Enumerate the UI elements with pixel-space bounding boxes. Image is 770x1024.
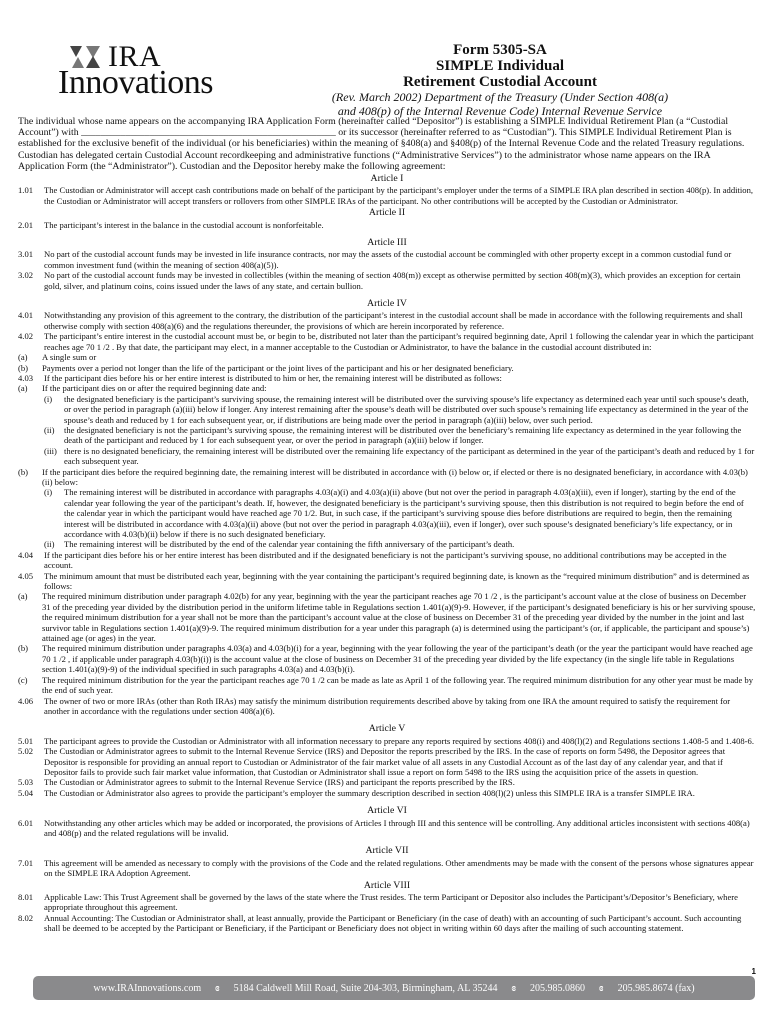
section-number: 5.04 [18, 787, 34, 798]
section-text: The Custodian or Administrator will accept cash contributions made on behalf of the participant by the participant’s employer under the terms of a SIMPLE IRA plan described in section 408(p). In addition, the Custodian or Administrator will accept transfers or rollovers from other SIMPLE IRAs of the participant. No other contributions will be accepted by the Custodian or Administrator. [44, 185, 754, 206]
form-subtitle-line2: and 408(p) of the Internal Revenue Code) Internal Revenue Service [337, 104, 663, 118]
subsection-label: (a) [18, 591, 28, 602]
clause-text: the designated beneficiary is the participant’s surviving spouse, the remaining interest will be distributed over the surviving spouse’s life expectancy as determined each year until such spouse’s death, or over the period in paragraph (a)(iii) below if longer. Any interest remaining after the spouse’s death will be distributed over such spouse’s remaining life expectancy as determined in the year of the spouse’s death and reduced by 1 for each subsequent year, or, if distributions are being made over the period in paragraph (a)(iii) below, over such period. [64, 393, 749, 425]
section-number: 7.01 [18, 857, 34, 868]
clause [18, 394, 756, 425]
section-text: Notwithstanding any other articles which may be added or incorporated, the provisions of Articles I through III and this sentence will be controlling. Any additional articles inconsistent with sections 408(a) and 408(p) and the related regulations will be invalid. [44, 817, 750, 838]
form-title-line2: Retirement Custodial Account [403, 74, 597, 90]
section [18, 696, 756, 717]
footer-separator-icon: ɞ [215, 982, 220, 994]
clause-label: (i) [44, 487, 53, 498]
section [18, 736, 756, 746]
section-text: The Custodian or Administrator agrees to submit to the Internal Revenue Service (IRS) and Depositor the reports prescribed by the IRS. In the case of reports on form 5498, the Depositor agrees that Depositor is responsible for providing an annual report to Custodian or Administrator of the fair market value of all assets in any Custodial Account as of the last day of any calendar year, and that if Depositor fails to provide such fair market value information, that Custodian or Administrator shall issue a report on form 5498 to the IRS using the acquisition price of the assets in question. [44, 746, 726, 777]
clause [18, 425, 756, 446]
clause-text: The remaining interest will be distributed in accordance with paragraphs 4.03(a)(i) and 4.03(a)(ii) above (but not over the period in paragraph 4.03(a)(iii), even if longer), starting by the end of the calendar year following the year of the participant’s death. If, however, the designated beneficiary is the participant’s surviving spouse, then this distribution is not required to begin before the end of the calendar year in which the participant would have reached age 70 1/2. But, in such case, if the participant’s surviving spouse dies before distributions are required to begin, then the remaining interest will be distributed in accordance with 4.03(a)(ii) above (but not over the period in paragraph 4.03(a)(iii), even if longer), over such spouse’s designated beneficiary’s life expectancy, or in accordance with 4.03(b)(ii) below if there is no such designated beneficiary. [64, 487, 744, 540]
form-subtitle-line1: (Rev. March 2002) Department of the Treasury (Under Section 408(a) [331, 90, 669, 104]
clause-label: (ii) [44, 539, 55, 550]
section-number: 4.05 [18, 570, 34, 581]
clause-label: (i) [44, 393, 53, 404]
section-number: 4.02 [18, 331, 34, 342]
subsection-label: (b) [18, 466, 29, 477]
subsection-text: If the participant dies before the required beginning date, the remaining interest will be distributed in accordance with (i) below or, if elected or there is no designated beneficiary, in accordance with 4.03(b)(ii) below: [42, 466, 748, 487]
agreement-body [18, 116, 756, 934]
intro-paragraph: The individual whose name appears on the accompanying IRA Application Form (hereinafter called “Depositor”) is establishing a SIMPLE Individual Retirement Plan (a “Custodial Account”) with ____________________________________________________ or its successor (hereinafter referred to as “Custodian”). This SIMPLE Individual Retirement Plan is established for the exclusive benefit of the individual (or his beneficiaries) within the meaning of §408(a) and §408(p) of the Internal Revenue Code and the related Treasury regulations. Custodian has delegated certain Custodial Account recordkeeping and administrative functions (“Administrative Services”) to the administrator whose name appears on the IRA Application Form (the “Administrator”). Custodian and the Depositor hereby make the following agreement: [18, 116, 745, 172]
subsection-label: (b) [18, 362, 29, 373]
subsection [18, 591, 756, 643]
footer-fax: 205.985.8674 (fax) [617, 982, 695, 994]
subsection-text: A single sum or [42, 352, 97, 363]
clause-text: there is no designated beneficiary, the remaining interest will be distributed over the remaining life expectancy of the participant as determined in the year of the participant’s death and reduced by 1 for each subsequent year. [64, 445, 755, 467]
subsection-label: (a) [18, 383, 28, 394]
clause [18, 487, 756, 539]
page-number: 1 [751, 967, 756, 976]
section-text: The owner of two or more IRAs (other than Roth IRAs) may satisfy the minimum distribution requirements described above by taking from one IRA the amount required to satisfy the requirement for another in accordance with the regulations under section 408(a)(6). [44, 695, 731, 716]
article-heading: Article VII [365, 845, 409, 857]
subsection-text: Payments over a period not longer than the life of the participant or the joint lives of the participant and his or her designated beneficiary. [42, 362, 514, 373]
clause-text: the designated beneficiary is not the participant’s surviving spouse, the remaining interest will be distributed over the beneficiary’s remaining life expectancy as determined in the year following the death of the participant and reduced by 1 for each subsequent year, or over the period in paragraph (a)(iii) below if longer. [64, 424, 742, 446]
section-number: 5.01 [18, 735, 34, 746]
section [18, 185, 756, 206]
section-number: 8.01 [18, 892, 34, 903]
section [18, 270, 756, 291]
section [18, 310, 756, 331]
section-text: No part of the custodial account funds may be invested in life insurance contracts, nor may the assets of the custodial account be commingled with other property except in a common custodial fund or common investment fund (within the meaning of section 408(a)(5)). [44, 249, 732, 270]
footer-address: 5184 Caldwell Mill Road, Suite 204-303, Birmingham, AL 35244 [233, 982, 498, 994]
section [18, 373, 756, 383]
form-heading [250, 42, 750, 118]
section-number: 8.02 [18, 912, 34, 923]
subsection [18, 383, 756, 393]
section-text: Notwithstanding any provision of this agreement to the contrary, the distribution of the participant’s interest in the custodial account shall be made in accordance with the following requirements and shall otherwise comply with section 408(a)(6) and the regulations thereunder, the provisions of which are herein incorporated by reference. [44, 310, 743, 331]
article-heading: Article V [368, 723, 406, 735]
section-text: The minimum amount that must be distributed each year, beginning with the year containing the participant’s required beginning date, is known as the “required minimum distribution” and is determined as follows: [44, 570, 750, 592]
section-number: 6.01 [18, 817, 34, 828]
ira-innovations-logo [30, 40, 230, 106]
section-text: The participant’s entire interest in the custodial account must be, or begin to be, distributed not later than the participant’s required beginning date, April 1 following the calendar year in which the participant reaches age 70 1 /2 . By that date, the participant may elect, in a manner acceptable to the Custodian or Administrator, to have the balance in the custodial account distributed in: [44, 331, 754, 352]
logo-brand-top: IRA [108, 40, 162, 73]
section [18, 571, 756, 592]
article-heading: Article VIII [363, 879, 411, 891]
section-text: The participant agrees to provide the Custodian or Administrator with all information necessary to prepare any reports required by sections 408(i) and 408(l)(2) and Regulations sections 1.408-5 and 1.408-6. [44, 735, 754, 746]
section [18, 746, 756, 777]
document-header [0, 40, 770, 120]
article-heading: Article VI [367, 805, 407, 817]
section-text: If the participant dies before his or her entire interest is distributed to him or her, the remaining interest will be distributed as follows: [44, 372, 502, 383]
section-text: No part of the custodial account funds may be invested in collectibles (within the meaning of section 408(m)) except as otherwise permitted by section 408(m)(3), which provides an exception for certain gold, silver, and platinum coins, coins issued under the laws of any state, and certain bullion. [44, 270, 741, 291]
subsection [18, 467, 756, 488]
section-text: The Custodian or Administrator agrees to submit to the Internal Revenue Service (IRS) and participant the reports prescribed by the IRS. [44, 777, 515, 788]
article-heading: Article IV [367, 298, 407, 310]
section-text: The participant’s interest in the balance in the custodial account is nonforfeitable. [44, 219, 324, 230]
subsection-text: If the participant dies on or after the required beginning date and: [42, 383, 267, 394]
subsection [18, 643, 756, 674]
footer-bar [33, 976, 755, 1000]
article-heading: Article I [370, 173, 404, 185]
subsection-text: The required minimum distribution for the year the participant reaches age 70 1 /2 can be made as late as April 1 of the following year. The required minimum distribution for any other year must be made by the end of such year. [42, 674, 754, 696]
section [18, 818, 756, 839]
section-number: 4.03 [18, 372, 34, 383]
subsection-label: (a) [18, 352, 28, 363]
footer-website-link[interactable]: www.IRAInnovations.com [93, 982, 202, 994]
section-number: 5.03 [18, 777, 34, 788]
form-number: Form 5305-SA [453, 42, 547, 58]
logo-brand-bottom: Innovations [58, 64, 214, 101]
clause [18, 539, 756, 549]
article-heading: Article III [367, 237, 407, 249]
section-number: 1.01 [18, 185, 34, 196]
section [18, 249, 756, 270]
footer-phone: 205.985.0860 [530, 982, 586, 994]
subsection [18, 363, 756, 373]
clause-label: (ii) [44, 424, 55, 435]
subsection-text: The required minimum distribution under paragraphs 4.03(a) and 4.03(b)(i) for a year, beginning with the year following the year of the participant’s death (or the year the participant would have reached age 70 1 /2 , if applicable under paragraph 4.03(b)(i)) is the account value at the close of business on December 31 of the preceding year divided by the life expectancy (in the single life table in Regulations section 1.401(a)(9)-9) of the individual specified in such paragraphs 4.03(a) and 4.03(b)(i). [42, 643, 753, 675]
footer-separator-icon: ɞ [511, 982, 517, 994]
section [18, 220, 756, 230]
subsection-text: The required minimum distribution under paragraph 4.02(b) for any year, beginning with the year the participant reaches age 70 1 /2 , is the participant’s account value at the close of business on December 31 of the preceding year divided by the distribution period in the uniform lifetime table in Regulations section 1.401(a)(9)-9. However, if the participant’s designated beneficiary is his or her surviving spouse, the required minimum distribution for a year shall not be more than the participant’s account value at the close of business on December 31 of the preceding year divided by the number in the joint and last survivor table in Regulations section 1.401(a)(9)-9. The required minimum distribution for a year under this paragraph (a) is determined using the participant’s (or, if applicable, the participant and spouse’s) attained age (or ages) in the year. [42, 591, 756, 644]
subsection [18, 675, 756, 696]
section [18, 913, 756, 934]
subsection-label: (c) [18, 674, 28, 685]
section-text: Applicable Law: This Trust Agreement shall be governed by the laws of the state where the Trust resides. The term Participant or Depositor also includes the Participant’s/Depositor’s Beneficiary, where appropriate throughout this agreement. [44, 892, 738, 913]
section-number: 3.01 [18, 249, 34, 260]
footer-separator-icon: ɞ [599, 982, 604, 994]
section [18, 788, 756, 798]
section-number: 4.04 [18, 549, 34, 560]
section-text: Annual Accounting: The Custodian or Administrator shall, at least annually, provide the Participant or Beneficiary (in the case of death) with an accounting of such Participant’s account. Such accounting shall be deemed to be accepted by the Participant or Beneficiary, if the Participant or Beneficiary does not object in writing within 60 days after the mailing of such accounting statement. [44, 912, 742, 934]
form-title-line1: SIMPLE Individual [436, 58, 564, 74]
section-text: If the participant dies before his or her entire interest has been distributed and if the designated beneficiary is not the participant’s surviving spouse, no additional contributions may be accepted in the account. [44, 549, 727, 571]
section-text: The Custodian or Administrator also agrees to provide the participant’s employer the summary description described in section 408(l)(2) unless this SIMPLE IRA is a transfer SIMPLE IRA. [44, 787, 695, 798]
clause-text: The remaining interest will be distributed by the end of the calendar year containing the fifth anniversary of the participant’s death. [64, 539, 515, 550]
clause [18, 446, 756, 467]
clause-label: (iii) [44, 445, 57, 456]
article-heading: Article II [368, 207, 406, 219]
section-number: 2.01 [18, 219, 34, 230]
section-number: 4.01 [18, 310, 34, 321]
section-number: 3.02 [18, 270, 34, 281]
section [18, 892, 756, 913]
section-number: 5.02 [18, 746, 34, 757]
section [18, 550, 756, 571]
section [18, 331, 756, 352]
subsection-label: (b) [18, 643, 29, 654]
section-number: 4.06 [18, 695, 34, 706]
section [18, 858, 756, 879]
section [18, 777, 756, 787]
section-text: This agreement will be amended as necessary to comply with the provisions of the Code and the related regulations. Other amendments may be made with the consent of the persons whose signatures appear on the SIMPLE IRA Adoption Agreement. [44, 857, 754, 879]
subsection [18, 352, 756, 362]
